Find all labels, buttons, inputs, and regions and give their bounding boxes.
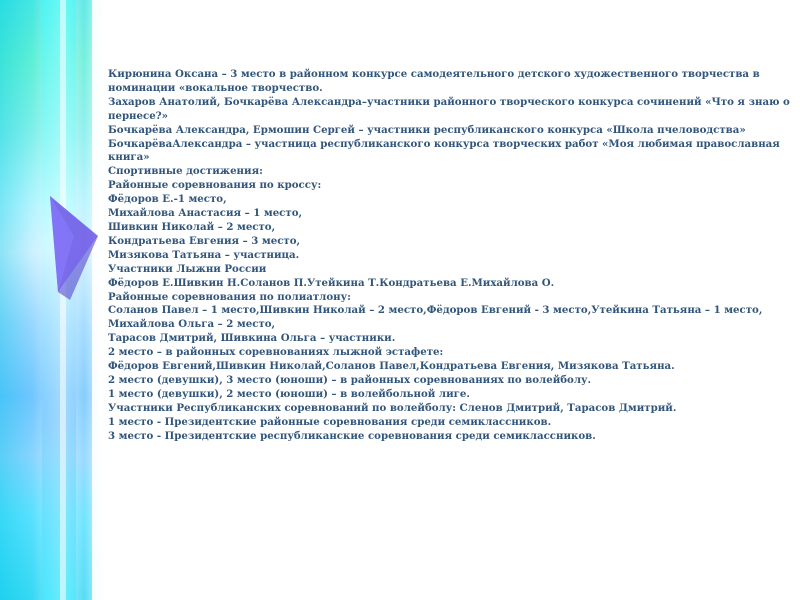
text-line: Бочкарёва Александра, Ермошин Сергей – участники республиканского конкурса «Школа пчеловодства» <box>108 123 746 136</box>
text-line: Михайлова Анастасия – 1 место, <box>108 207 303 220</box>
text-line: Фёдоров Е.-1 место, <box>108 193 227 206</box>
slide-text <box>108 68 794 443</box>
text-line: Кирюнина Оксана – 3 место в районном конкурсе самодеятельного детского художественного творчества в номинации «вокальное творчество. <box>108 68 760 94</box>
text-line: Шивкин Николай – 2 место, <box>108 220 276 233</box>
section-heading: Районные соревнования по кроссу: <box>108 179 322 192</box>
text-line: 1 место - Президентские районные соревнования среди семиклассников. <box>108 415 552 428</box>
text-line: Захаров Анатолий, Бочкарёва Александра–участники районного творческого конкурса сочинений «Что я знаю о пернесе?» <box>108 95 790 122</box>
text-line: 1 место (девушки), 2 место (юноши) – в волейбольной лиге. <box>108 387 470 400</box>
text-line: Тарасов Дмитрий, Шивкина Ольга – участники. <box>108 332 396 345</box>
section-heading: Спортивные достижения: <box>108 165 263 178</box>
text-line: Фёдоров Евгений,Шивкин Николай,Соланов Павел,Кондратьева Евгения, Мизякова Татьяна. <box>108 360 675 373</box>
text-line: Кондратьева Евгения – 3 место, <box>108 234 301 247</box>
text-line: Мизякова Татьяна – участница. <box>108 248 300 261</box>
text-line: 2 место (девушки), 3 место (юноши) – в районных соревнованиях по волейболу. <box>108 373 592 386</box>
text-line: БочкарёваАлександра – участница республиканского конкурса творческих работ «Моя любимая православная книга» <box>108 137 780 164</box>
text-line: 2 место – в районных соревнованиях лыжной эстафете: <box>108 346 444 359</box>
arrow-icon <box>0 0 108 600</box>
decorative-gradient-band <box>0 0 108 600</box>
text-line: Участники Республиканских соревнований по волейболу: Сленов Дмитрий, Тарасов Дмитрий. <box>108 401 677 414</box>
text-line: Фёдоров Е.Шивкин Н.Соланов П.Утейкина Т.Кондратьева Е.Михайлова О. <box>108 276 555 289</box>
text-line: 3 место - Президентские республиканские соревнования среди семиклассников. <box>108 429 596 442</box>
section-heading: Участники Лыжни России <box>108 262 267 275</box>
text-line: Соланов Павел – 1 место,Шивкин Николай – 2 место,Фёдоров Евгений - 3 место,Утейкина Татьяна – 1 место, Михайлова Ольга – 2 место, <box>108 304 763 331</box>
section-heading: Районные соревнования по полиатлону: <box>108 290 351 303</box>
